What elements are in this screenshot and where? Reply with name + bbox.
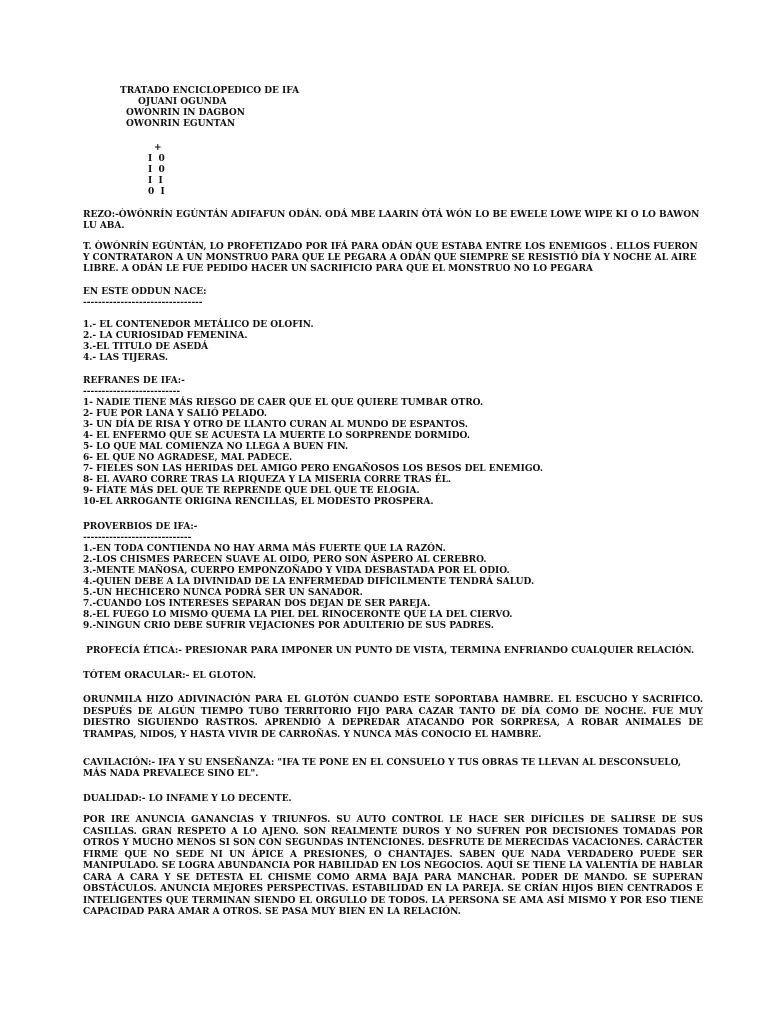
- totem-paragraph: TÓTEM ORACULAR:- EL GLOTON.: [83, 671, 256, 681]
- nace-heading: EN ESTE ODDUN NACE:: [83, 287, 207, 297]
- list-item: 6- EL QUE NO AGRADESE, MAL PADECE.: [83, 453, 293, 463]
- list-item: 2- FUE POR LANA Y SALIÓ PELADO.: [83, 409, 267, 419]
- list-item: 4.- LAS TIJERAS.: [83, 353, 169, 363]
- odu-signature: [148, 143, 165, 198]
- list-item: 7- FIELES SON LAS HERIDAS DEL AMIGO PERO ENGAÑOSOS LOS BESOS DEL ENEMIGO.: [83, 464, 543, 474]
- signature-row-4: 0 I: [148, 187, 165, 197]
- signature-row-2: I 0: [148, 165, 165, 175]
- por-ire-paragraph: POR IRE ANUNCIA GANANCIAS Y TRIUNFOS. SU AUTO CONTROL LE HACE SER DIFÍCILES DE SALIRSE DE SUS CASILLAS. GRAN RESPETO A LO AJENO. SON REALMENTE DUROS Y NO SUFREN POR DECISIONES TOMADAS POR OTROS Y MUCHO MENOS SI SON CON SEGUNDAS INTENCIONES. DESFRUTE DE MERECIDAS VACACIONES. CARÁCTER FIRME QUE NO SEDE NI UN ÁPICE A PRESIONES, O CHANTAJES. SABEN QUE NADA VERDADERO PUEDE SER MANIPULADO. SE LOGRA ABUNDANCIA POR HABILIDAD EN LOS NEGOCIOS. AQUÍ SE TIENE LA VALENTÍA DE HABLAR CARA A CARA Y SE DETESTA EL CHISME COMO ARMA BAJA PARA MANCHAR. PODER DE MANDO. SE SUPERAN OBSTÁCULOS. ANUNCIA MEJORES PERSPECTIVAS. ESTABILIDAD EN LA PAREJA. SE CRÍAN HIJOS BIEN CENTRADOS E INTELIGENTES QUE TERMINAN SIENDO EL ORGULLO DE TODOS. LA PERSONA SE AMA ASÍ MISMO Y POR ESO TIENE CAPACIDAD PARA AMAR A OTROS. SE PASA MUY BIEN EN LA RELACIÓN.: [83, 815, 703, 917]
- refranes-rule: --------------------------: [83, 387, 181, 397]
- list-item: 2.-LOS CHISMES PARECEN SUAVE AL OIDO, PERO SON ÁSPERO AL CEREBRO.: [83, 555, 487, 565]
- proverbios-heading: PROVERBIOS DE IFA:-: [83, 522, 198, 532]
- list-item: 1.- EL CONTENEDOR METÁLICO DE OLOFIN.: [83, 320, 314, 330]
- list-item: 10-EL ARROGANTE ORIGINA RENCILLAS, EL MODESTO PROSPERA.: [83, 497, 434, 507]
- nace-section: [83, 287, 703, 364]
- refranes-section: [83, 376, 703, 508]
- list-item: 1.-EN TODA CONTIENDA NO HAY ARMA MÁS FUERTE QUE LA RAZÓN.: [83, 544, 446, 554]
- odu-name-3: OWONRIN EGUNTAN: [126, 119, 236, 129]
- rezo-paragraph: REZO:-ÒWÓNRÍN EGÚNTÁN ADIFAFUN ODÁN. ODÁ MBE LAARIN ÒTÁ WÓN LO BE EWELE LOWE WIPE KI O LO BAWON LU ABA.: [83, 210, 700, 231]
- list-item: 4.-QUIEN DEBE A LA DIVINIDAD DE LA ENFERMEDAD DIFÍCILMENTE TENDRÁ SALUD.: [83, 577, 535, 587]
- signature-mark: +: [154, 143, 162, 153]
- document-header: [120, 86, 299, 130]
- proverbios-section: [83, 522, 703, 632]
- orunmila-paragraph: ORUNMILA HIZO ADIVINACIÓN PARA EL GLOTÓN CUANDO ESTE SOPORTABA HAMBRE. EL ESCUCHO Y SACRIFICO. DESPUÉS DE ALGÚN TIEMPO TUBO TERRITORIO FIJO PARA CAZAR TANTO DE DÍA COMO DE NOCHE. FUE MUY DIESTRO SIGUIENDO RASTROS. APRENDIÓ A DEPREDAR ATACANDO POR SORPRESA, A ROBAR ANIMALES DE TRAMPAS, NIDOS, Y HASTA VIVIR DE CARROÑAS. Y NUNCA MÁS CONOCIO EL HAMBRE.: [83, 695, 703, 740]
- list-item: 1- NADIE TIENE MÁS RIESGO DE CAER QUE EL QUE QUIERE TUMBAR OTRO.: [83, 398, 484, 408]
- odu-name-1: OJUANI OGUNDA: [138, 97, 227, 107]
- list-item: 9- FÍATE MÁS DEL QUE TE REPRENDE QUE DEL QUE TE ELOGIA.: [83, 486, 420, 496]
- signature-row-1: I 0: [148, 154, 165, 164]
- list-item: 4- EL ENFERMO QUE SE ACUESTA LA MUERTE LO SORPRENDE DORMIDO.: [83, 431, 470, 441]
- list-item: 3.-MENTE MAÑOSA, CUERPO EMPONZOÑADO Y VIDA DESBASTADA POR EL ODIO.: [83, 566, 510, 576]
- cavilacion-paragraph: CAVILACIÓN:- IFA Y SU ENSEÑANZA: "IFA TE PONE EN EL CONSUELO Y TUS OBRAS TE LLEVAN AL DESCONSUELO, MÁS NADA PREVALECE SINO EL".: [83, 758, 682, 779]
- refranes-heading: REFRANES DE IFA:-: [83, 376, 185, 386]
- dualidad-paragraph: DUALIDAD:- LO INFAME Y LO DECENTE.: [83, 794, 292, 804]
- list-item: 3- UN DÍA DE RISA Y OTRO DE LLANTO CURAN AL MUNDO DE ESPANTOS.: [83, 420, 468, 430]
- profecia-paragraph: PROFECÍA ÉTICA:- PRESIONAR PARA IMPONER UN PUNTO DE VISTA, TERMINA ENFRIANDO CUALQUIER RELACIÓN.: [83, 646, 695, 656]
- list-item: 5- LO QUE MAL COMIENZA NO LLEGA A BUEN FIN.: [83, 442, 349, 452]
- list-item: 3.-EL TITULO DE ASEDÁ: [83, 342, 209, 352]
- proverbios-rule: -----------------------------: [83, 533, 192, 543]
- list-item: 7.-CUANDO LOS INTERESES SEPARAN DOS DEJAN DE SER PAREJA.: [83, 599, 431, 609]
- list-item: 9.-NINGUN CRIO DEBE SUFRIR VEJACIONES POR ADULTERIO DE SUS PADRES.: [83, 621, 494, 631]
- list-item: 8- EL AVARO CORRE TRAS LA RIQUEZA Y LA MISERIA CORRE TRAS ÉL.: [83, 475, 452, 485]
- document-title: TRATADO ENCICLOPEDICO DE IFA: [120, 86, 300, 96]
- nace-rule: --------------------------------: [83, 298, 203, 308]
- intro-paragraph: T. ÒWÓNRÍN EGÚNTÁN, LO PROFETIZADO POR IFÁ PARA ODÁN QUE ESTABA ENTRE LOS ENEMIGOS . ELLOS FUERON Y CONTRATARON A UN MONSTRUO PARA QUE LE PEGARA A ODÁN QUE SIEMPRE SE RESISTIÓ DÍA Y NOCHE AL AIRE LIBRE. A ODÁN LE FUE PEDIDO HACER UN SACRIFICIO PARA QUE EL MONSTRUO NO LO PEGARA: [83, 242, 698, 274]
- list-item: 5.-UN HECHICERO NUNCA PODRÁ SER UN SANADOR.: [83, 588, 363, 598]
- odu-name-2: OWONRIN IN DAGBON: [126, 108, 245, 118]
- list-item: 8.-EL FUEGO LO MISMO QUEMA LA PIEL DEL RINOCERONTE QUE LA DEL CIERVO.: [83, 610, 513, 620]
- list-item: 2.- LA CURIOSIDAD FEMENINA.: [83, 331, 248, 341]
- signature-row-3: I I: [148, 176, 163, 186]
